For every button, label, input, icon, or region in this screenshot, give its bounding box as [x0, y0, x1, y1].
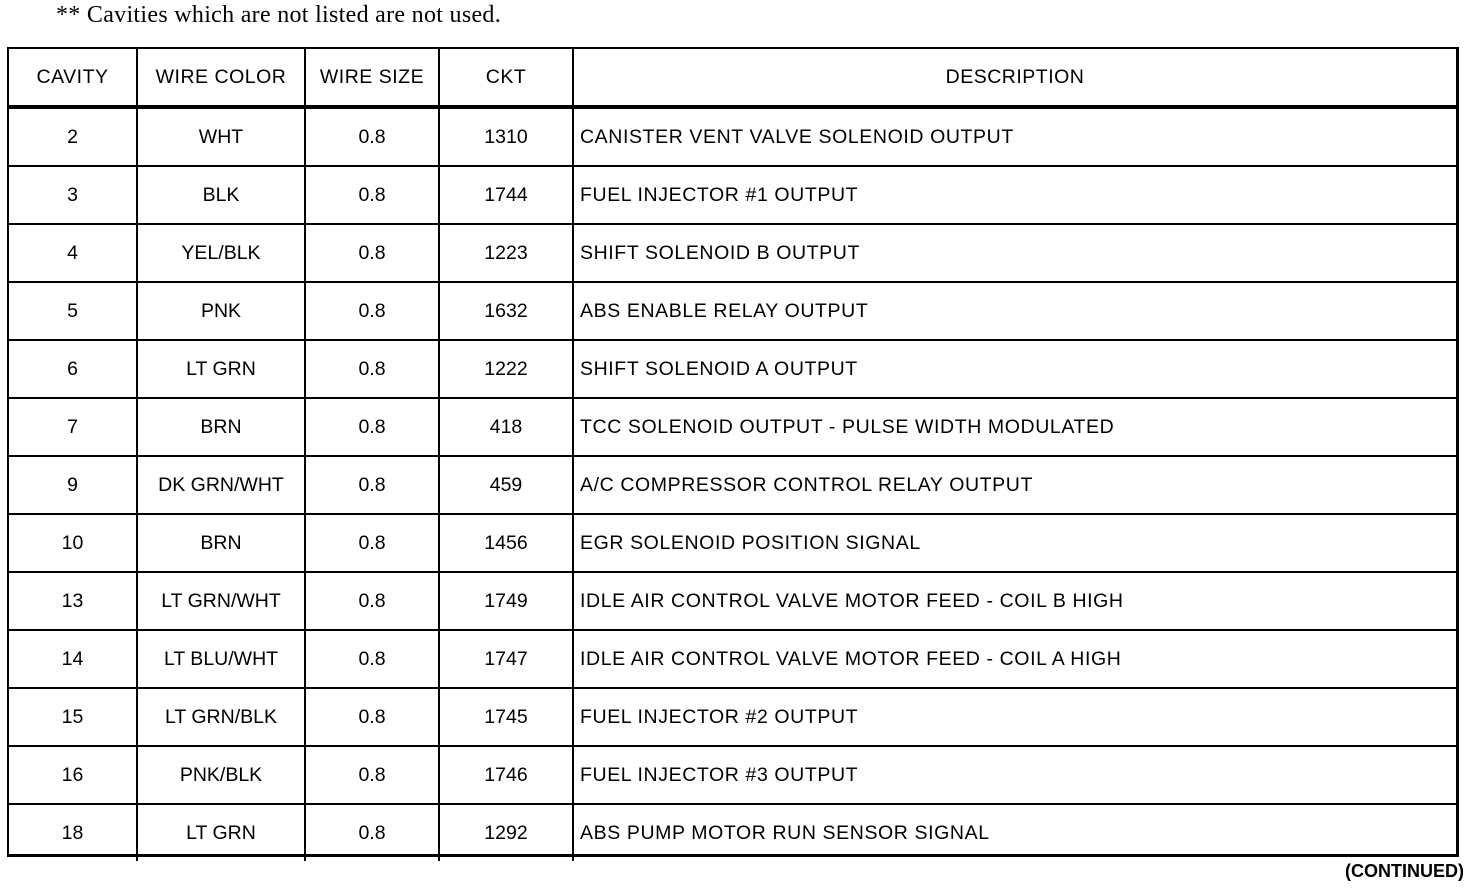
- cell-ckt: 459: [439, 456, 573, 514]
- cell-cavity: 16: [9, 746, 137, 804]
- cell-wire-color: LT BLU/WHT: [137, 630, 305, 688]
- cell-description: FUEL INJECTOR #2 OUTPUT: [573, 688, 1456, 746]
- cell-wire-color: LT GRN: [137, 340, 305, 398]
- cell-cavity: 2: [9, 107, 137, 166]
- table-row: [9, 514, 1456, 572]
- cell-wire-size: 0.8: [305, 224, 439, 282]
- cell-cavity: 3: [9, 166, 137, 224]
- cell-cavity: 5: [9, 282, 137, 340]
- cell-wire-color: BRN: [137, 514, 305, 572]
- continued-label: (CONTINUED): [1345, 861, 1464, 881]
- cell-cavity: 9: [9, 456, 137, 514]
- header-wire-color: WIRE COLOR: [137, 49, 305, 107]
- cell-ckt: 418: [439, 398, 573, 456]
- cell-description: FUEL INJECTOR #1 OUTPUT: [573, 166, 1456, 224]
- cavities-note: ** Cavities which are not listed are not used.: [56, 2, 502, 28]
- table-header-row: [9, 49, 1456, 107]
- cell-description: IDLE AIR CONTROL VALVE MOTOR FEED - COIL A HIGH: [573, 630, 1456, 688]
- cell-description: ABS PUMP MOTOR RUN SENSOR SIGNAL: [573, 804, 1456, 861]
- table-row: [9, 107, 1456, 166]
- cell-cavity: 15: [9, 688, 137, 746]
- cell-cavity: 10: [9, 514, 137, 572]
- table-row: [9, 804, 1456, 861]
- cell-ckt: 1456: [439, 514, 573, 572]
- table-row: [9, 282, 1456, 340]
- cell-wire-size: 0.8: [305, 166, 439, 224]
- cell-wire-size: 0.8: [305, 804, 439, 861]
- cell-ckt: 1747: [439, 630, 573, 688]
- table-row: [9, 746, 1456, 804]
- table-row: [9, 166, 1456, 224]
- cell-wire-color: LT GRN: [137, 804, 305, 861]
- header-ckt: CKT: [439, 49, 573, 107]
- cell-wire-size: 0.8: [305, 340, 439, 398]
- table-row: [9, 630, 1456, 688]
- cell-ckt: 1745: [439, 688, 573, 746]
- cell-wire-size: 0.8: [305, 746, 439, 804]
- header-cavity: CAVITY: [9, 49, 137, 107]
- connector-pinout-table: [7, 47, 1459, 857]
- cell-wire-size: 0.8: [305, 630, 439, 688]
- cell-wire-color: LT GRN/BLK: [137, 688, 305, 746]
- table-body: [9, 107, 1456, 861]
- cell-cavity: 14: [9, 630, 137, 688]
- header-description: DESCRIPTION: [573, 49, 1456, 107]
- cell-ckt: 1223: [439, 224, 573, 282]
- cell-wire-size: 0.8: [305, 688, 439, 746]
- table-row: [9, 688, 1456, 746]
- cell-wire-color: PNK/BLK: [137, 746, 305, 804]
- cell-wire-color: YEL/BLK: [137, 224, 305, 282]
- cell-wire-color: LT GRN/WHT: [137, 572, 305, 630]
- cell-description: ABS ENABLE RELAY OUTPUT: [573, 282, 1456, 340]
- cell-wire-size: 0.8: [305, 456, 439, 514]
- cell-ckt: 1749: [439, 572, 573, 630]
- cell-wire-color: DK GRN/WHT: [137, 456, 305, 514]
- cell-wire-size: 0.8: [305, 398, 439, 456]
- cell-cavity: 7: [9, 398, 137, 456]
- table-row: [9, 340, 1456, 398]
- cell-ckt: 1744: [439, 166, 573, 224]
- cell-wire-size: 0.8: [305, 514, 439, 572]
- cell-wire-size: 0.8: [305, 572, 439, 630]
- cell-description: A/C COMPRESSOR CONTROL RELAY OUTPUT: [573, 456, 1456, 514]
- cell-cavity: 6: [9, 340, 137, 398]
- cell-ckt: 1310: [439, 107, 573, 166]
- header-wire-size: WIRE SIZE: [305, 49, 439, 107]
- cell-description: EGR SOLENOID POSITION SIGNAL: [573, 514, 1456, 572]
- cell-wire-size: 0.8: [305, 282, 439, 340]
- table-row: [9, 572, 1456, 630]
- cell-wire-color: WHT: [137, 107, 305, 166]
- table-row: [9, 456, 1456, 514]
- cell-ckt: 1746: [439, 746, 573, 804]
- table-row: [9, 398, 1456, 456]
- cell-wire-color: BRN: [137, 398, 305, 456]
- cell-wire-color: PNK: [137, 282, 305, 340]
- cell-wire-size: 0.8: [305, 107, 439, 166]
- cell-wire-color: BLK: [137, 166, 305, 224]
- cell-description: IDLE AIR CONTROL VALVE MOTOR FEED - COIL B HIGH: [573, 572, 1456, 630]
- cell-ckt: 1222: [439, 340, 573, 398]
- cell-description: CANISTER VENT VALVE SOLENOID OUTPUT: [573, 107, 1456, 166]
- cell-ckt: 1632: [439, 282, 573, 340]
- cell-cavity: 4: [9, 224, 137, 282]
- cell-cavity: 18: [9, 804, 137, 861]
- cell-description: SHIFT SOLENOID A OUTPUT: [573, 340, 1456, 398]
- cell-cavity: 13: [9, 572, 137, 630]
- cell-description: TCC SOLENOID OUTPUT - PULSE WIDTH MODULATED: [573, 398, 1456, 456]
- cell-description: FUEL INJECTOR #3 OUTPUT: [573, 746, 1456, 804]
- cell-ckt: 1292: [439, 804, 573, 861]
- table-row: [9, 224, 1456, 282]
- cell-description: SHIFT SOLENOID B OUTPUT: [573, 224, 1456, 282]
